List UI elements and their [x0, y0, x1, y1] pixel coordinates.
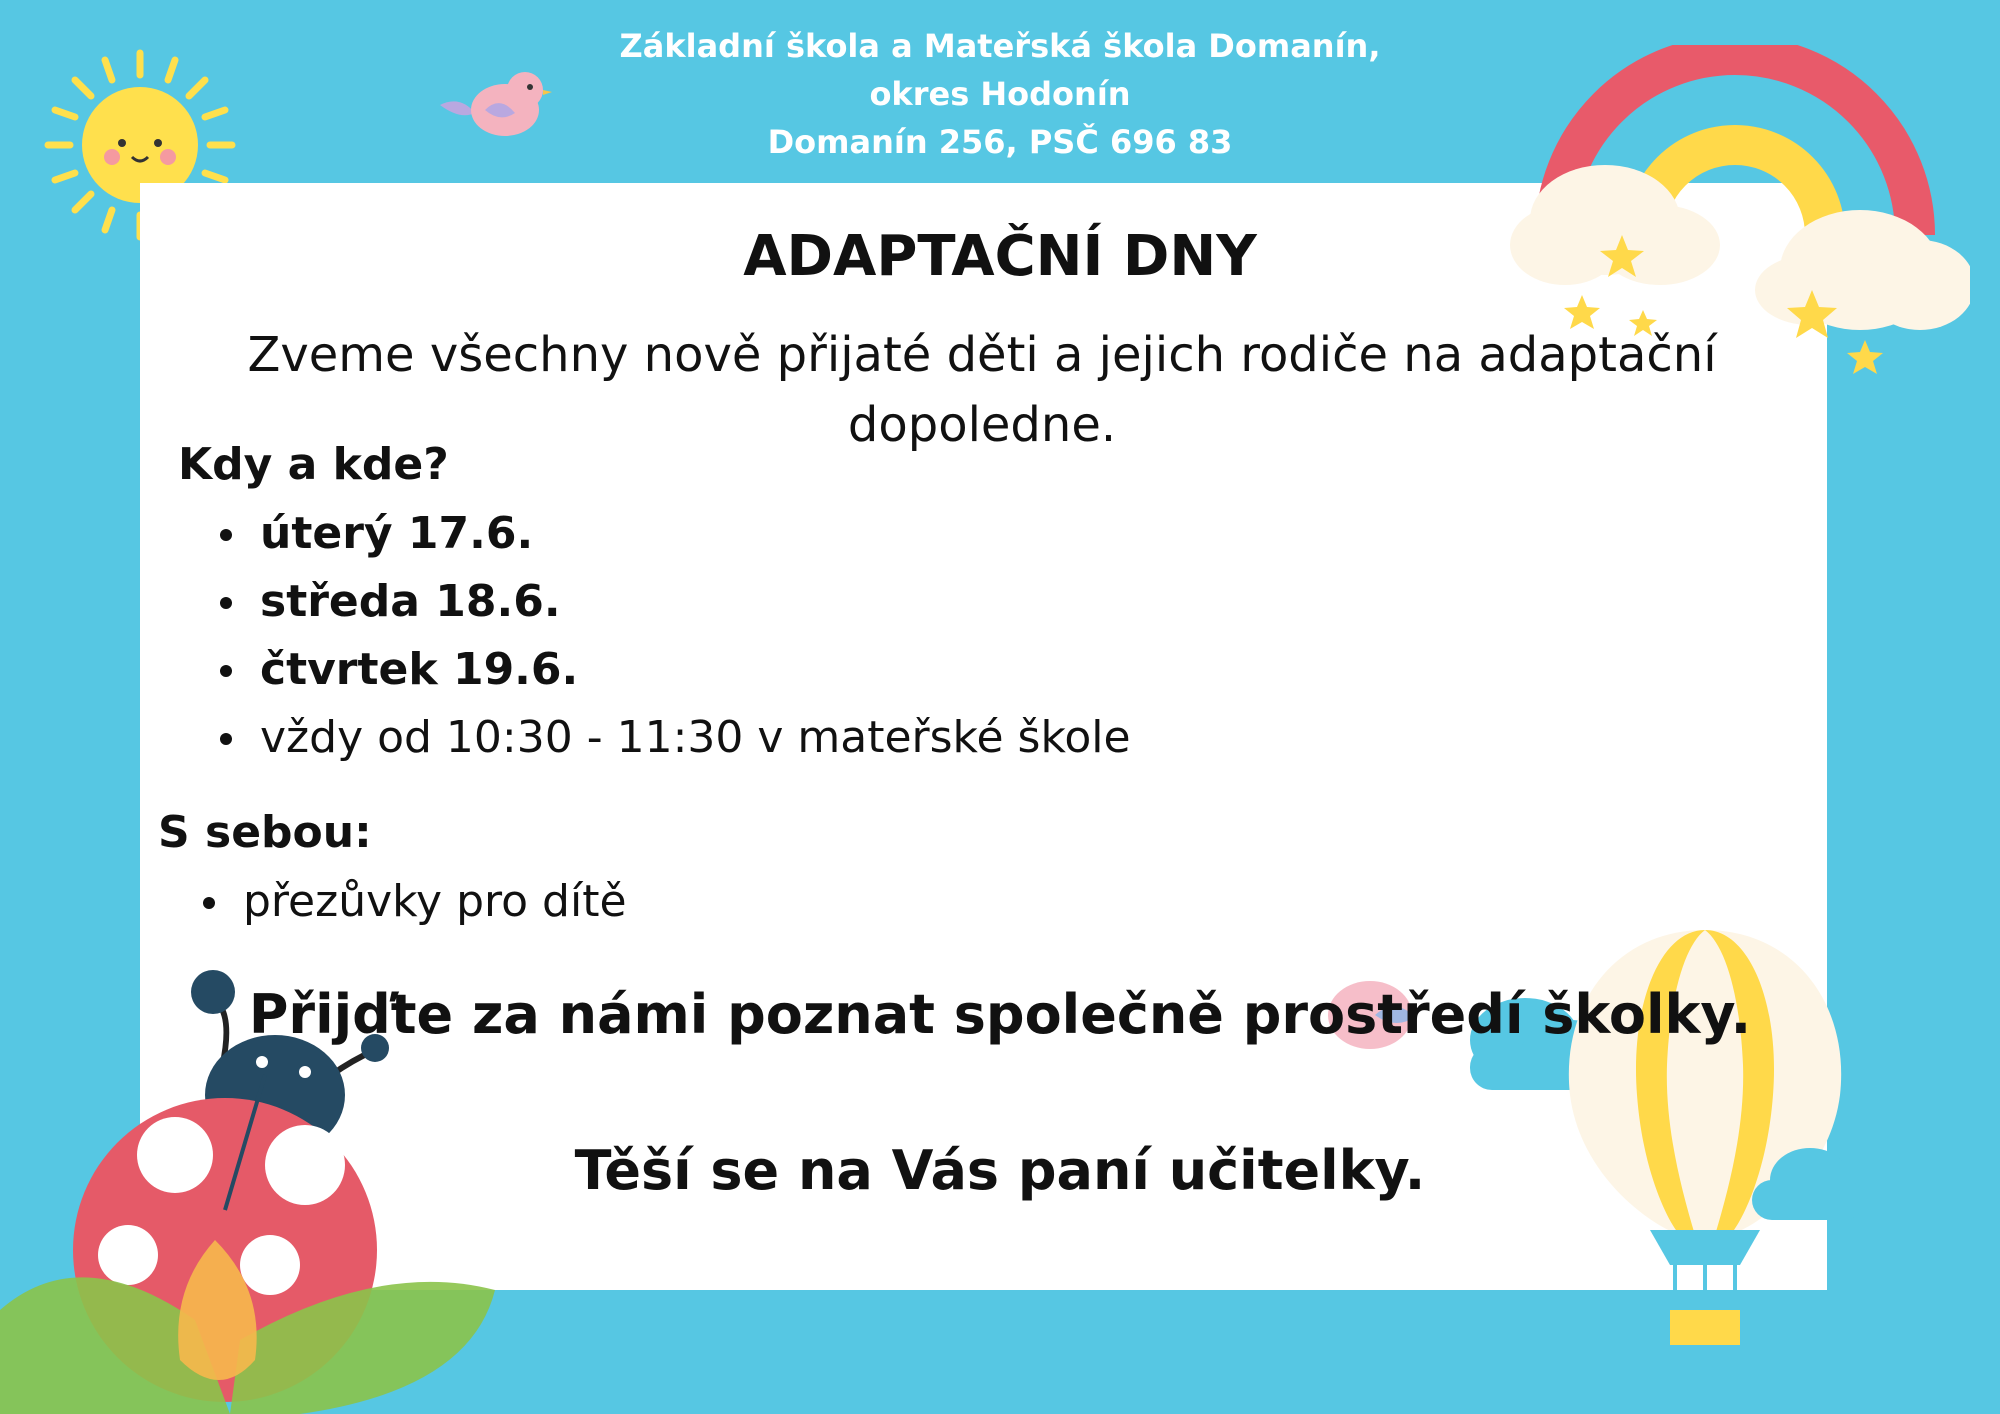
bring-list: [193, 868, 627, 936]
dates-list: [210, 500, 1131, 772]
list-item: čtvrtek 19.6.: [210, 636, 1131, 704]
list-item: středa 18.6.: [210, 568, 1131, 636]
list-item: úterý 17.6.: [210, 500, 1131, 568]
list-item: přezůvky pro dítě: [193, 868, 627, 936]
bring-heading: S sebou:: [158, 807, 372, 858]
list-item: vždy od 10:30 - 11:30 v mateřské škole: [210, 704, 1131, 772]
closing-signature: Těší se na Vás paní učitelky.: [574, 1139, 1426, 1202]
school-district: okres Hodonín: [869, 75, 1131, 113]
bird-icon: [430, 65, 560, 145]
closing-invitation: Přijďte za námi poznat společně prostředí školky.: [248, 983, 1752, 1046]
when-heading: Kdy a kde?: [178, 439, 449, 490]
page-title: ADAPTAČNÍ DNY: [743, 224, 1257, 289]
intro-text: Zveme všechny nově přijaté děti a jejich rodiče na adaptační dopoledne.: [247, 327, 1717, 453]
school-address: Domanín 256, PSČ 696 83: [767, 123, 1233, 161]
school-name: Základní škola a Mateřská škola Domanín,: [619, 27, 1381, 65]
